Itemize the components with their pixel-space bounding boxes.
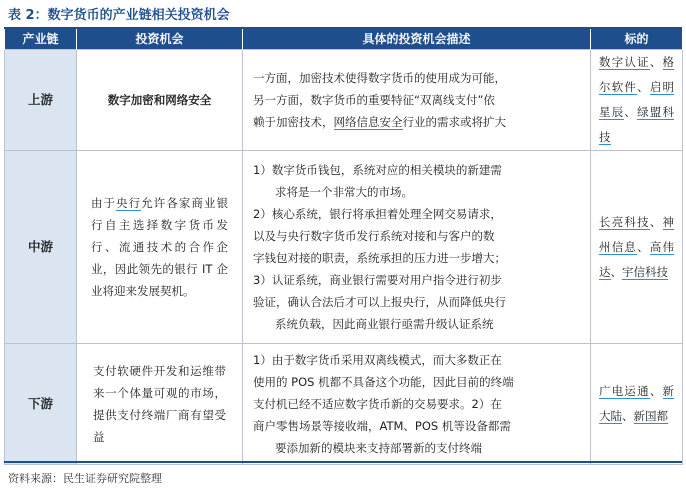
- table-header-row: [5, 29, 683, 50]
- target-link[interactable]: 格尔软件: [599, 55, 675, 94]
- target-link[interactable]: 长亮科技: [599, 214, 650, 229]
- desc-line: 验证，确认合法后才可以上报央行，从而降低央行: [253, 295, 506, 309]
- desc-link-industry[interactable]: 网络信息安全: [333, 115, 403, 129]
- desc-line: 支付机已经不适应数字货币新的交易要求。2）在: [253, 397, 502, 411]
- targets-cell: 长亮科技、神州信息、高伟达、宇信科技: [591, 151, 683, 344]
- stage-cell: 上游: [5, 50, 77, 151]
- target-link[interactable]: 新大陆: [599, 384, 675, 423]
- desc-line: 字钱包对接的职责，系统承担的压力进一步增大；: [253, 251, 506, 265]
- table-row-downstream: [5, 344, 683, 465]
- header-targets: 标的: [591, 29, 683, 50]
- desc-line: 3）认证系统，商业银行需要对用户指令进行初步: [253, 273, 502, 287]
- opp-text: 由于: [91, 196, 117, 210]
- desc-line: 以及与央行数字货币发行系统对接和与客户的数: [253, 229, 495, 243]
- target-link[interactable]: 神州信息: [599, 214, 675, 254]
- target-link[interactable]: 宇信科技: [622, 264, 668, 279]
- target-link[interactable]: 数字认证: [599, 55, 650, 69]
- desc-line: 1）数字货币钱包，系统对应的相关模块的新建需: [253, 163, 502, 177]
- description-cell: [243, 50, 591, 151]
- table-row-midstream: [5, 151, 683, 344]
- desc-text: 赖于加密技术，: [253, 115, 334, 129]
- industry-chain-table: [4, 29, 683, 465]
- description-cell: [243, 344, 591, 465]
- target-link[interactable]: 绿盟科技: [599, 105, 675, 144]
- desc-line: 另一方面，数字货币的重要特征“双离线支付”依: [253, 93, 495, 107]
- target-link[interactable]: 高伟达: [599, 239, 675, 279]
- opportunity-cell: 数字加密和网络安全: [77, 50, 243, 151]
- desc-line: 使用的 POS 机都不具备这个功能，因此目前的终端: [253, 375, 514, 389]
- desc-line: 2）核心系统，银行将承担着处理全网交易请求，: [253, 207, 502, 221]
- opportunity-cell: 支付软硬件开发和运维带来一个体量可观的市场，提供支付终端厂商有望受益: [77, 344, 243, 465]
- desc-line: 系统负载，因此商业银行亟需升级认证系统: [275, 317, 494, 331]
- desc-line: 要添加新的模块来支持部署新的支付终端: [275, 441, 482, 455]
- header-description: 具体的投资机会描述: [243, 29, 591, 50]
- targets-cell: 数字认证、格尔软件、启明星辰、绿盟科技: [591, 50, 683, 151]
- opp-text: 允许各家商业银行自主选择数字货币发行、流通技术的合作企业，因此领先的银行 IT 企业将迎来发展契机。: [91, 196, 229, 298]
- targets-cell: 广电运通、新大陆、新国都: [591, 344, 683, 465]
- bottom-rule: [4, 461, 682, 463]
- table-row-upstream: [5, 50, 683, 151]
- desc-line: 求将是一个非常大的市场。: [275, 185, 413, 199]
- desc-line: 商户零售场景等接收端，ATM、POS 机等设备都需: [253, 419, 511, 433]
- stage-cell: 中游: [5, 151, 77, 344]
- opp-link-central-bank[interactable]: 央行: [116, 196, 142, 210]
- opportunity-cell: [77, 151, 243, 344]
- target-link[interactable]: 新国都: [633, 409, 668, 423]
- target-link[interactable]: 启明星辰: [599, 80, 675, 119]
- desc-line: [253, 111, 580, 133]
- target-link[interactable]: 广电运通: [599, 384, 650, 398]
- desc-text: 行业的需求或将扩大: [402, 115, 506, 129]
- header-chain: 产业链: [5, 29, 77, 50]
- source-note: 资料来源：民生证券研究院整理: [8, 472, 162, 485]
- desc-line: 一方面，加密技术使得数字货币的使用成为可能，: [253, 71, 506, 85]
- header-opportunity: 投资机会: [77, 29, 243, 50]
- description-cell: [243, 151, 591, 344]
- table-title: 表 2：数字货币的产业链相关投资机会: [8, 8, 230, 23]
- stage-cell: 下游: [5, 344, 77, 465]
- desc-line: 1）由于数字货币采用双离线模式，而大多数正在: [253, 353, 502, 367]
